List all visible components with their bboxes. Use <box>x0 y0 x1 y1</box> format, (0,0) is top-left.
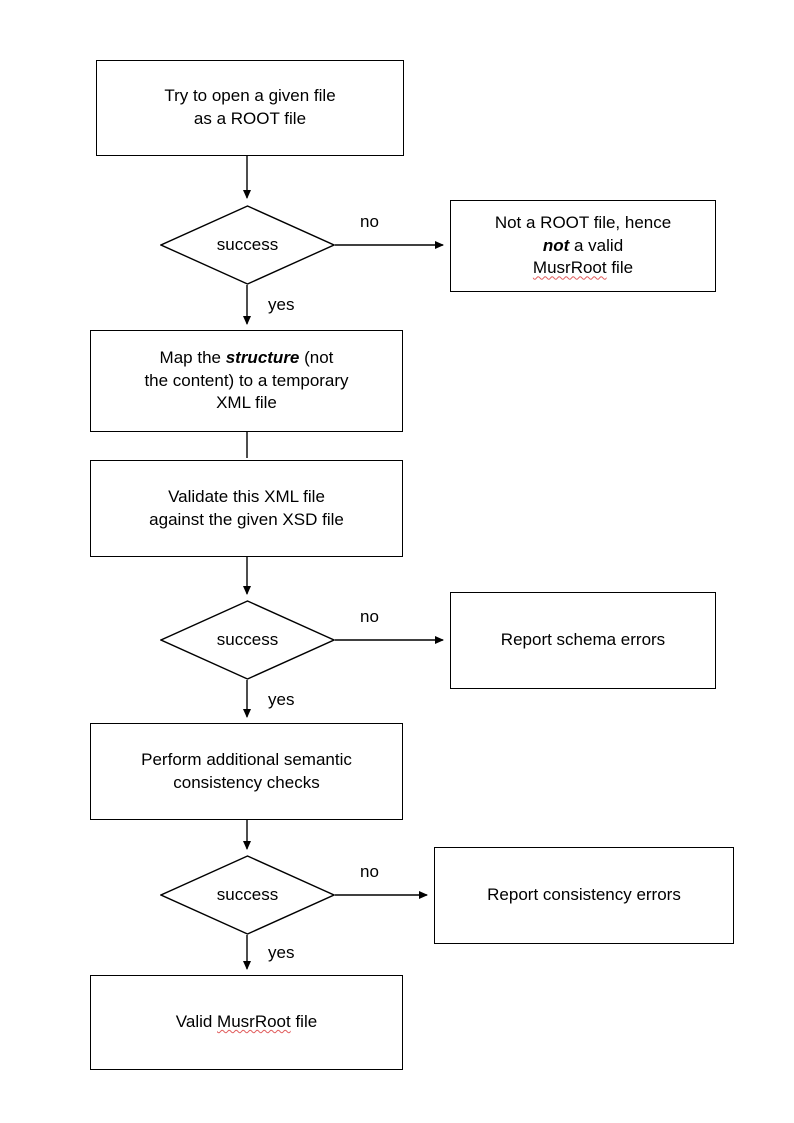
node-semantic-checks-line2: consistency checks <box>173 772 320 792</box>
node-not-root-line3b: file <box>606 258 634 278</box>
node-not-root-emphasis: not <box>542 235 570 255</box>
node-success-2 <box>160 600 335 680</box>
node-map-structure-line3: XML file <box>216 393 277 413</box>
node-not-root <box>450 200 716 292</box>
edge-label-yes-1: yes <box>268 295 295 314</box>
node-success-3 <box>160 855 335 935</box>
node-open-file-line2: as a ROOT file <box>193 109 307 128</box>
node-map-structure-emphasis: structure <box>225 347 300 367</box>
node-map-structure <box>90 330 403 432</box>
node-not-root-term: MusrRoot <box>532 258 607 278</box>
edge-label-yes-2: yes <box>268 690 295 709</box>
node-validate-xml <box>90 460 403 557</box>
node-semantic-checks-line1: Perform additional semantic <box>141 749 352 769</box>
node-success-3-label: success <box>216 885 279 904</box>
node-consistency-errors <box>434 847 734 944</box>
node-valid-file-suffix: file <box>290 1012 318 1032</box>
node-not-root-line1: Not a ROOT file, hence <box>494 212 672 232</box>
edge-label-no-3: no <box>360 862 379 881</box>
node-success-2-label: success <box>216 630 279 649</box>
node-success-1 <box>160 205 335 285</box>
edge-label-yes-3: yes <box>268 943 295 962</box>
node-map-structure-line1c: (not <box>299 347 334 367</box>
node-valid-file-prefix: Valid <box>175 1012 218 1032</box>
node-schema-errors <box>450 592 716 689</box>
node-schema-errors-label: Report schema errors <box>500 630 666 650</box>
node-validate-xml-line1: Validate this XML file <box>168 486 325 506</box>
node-valid-file <box>90 975 403 1070</box>
node-map-structure-line1a: Map the <box>159 347 226 367</box>
node-open-file <box>96 60 404 156</box>
edge-label-no-1: no <box>360 212 379 231</box>
node-not-root-line2b: a valid <box>569 235 624 255</box>
node-valid-file-term: MusrRoot <box>217 1012 291 1032</box>
node-map-structure-line2: the content) to a temporary <box>144 370 349 390</box>
node-consistency-errors-label: Report consistency errors <box>487 885 681 905</box>
node-open-file-line1: Try to open a given file <box>164 86 336 106</box>
node-semantic-checks <box>90 723 403 820</box>
node-success-1-label: success <box>216 235 279 254</box>
edge-label-no-2: no <box>360 607 379 626</box>
node-validate-xml-line2: against the given XSD file <box>149 509 344 529</box>
